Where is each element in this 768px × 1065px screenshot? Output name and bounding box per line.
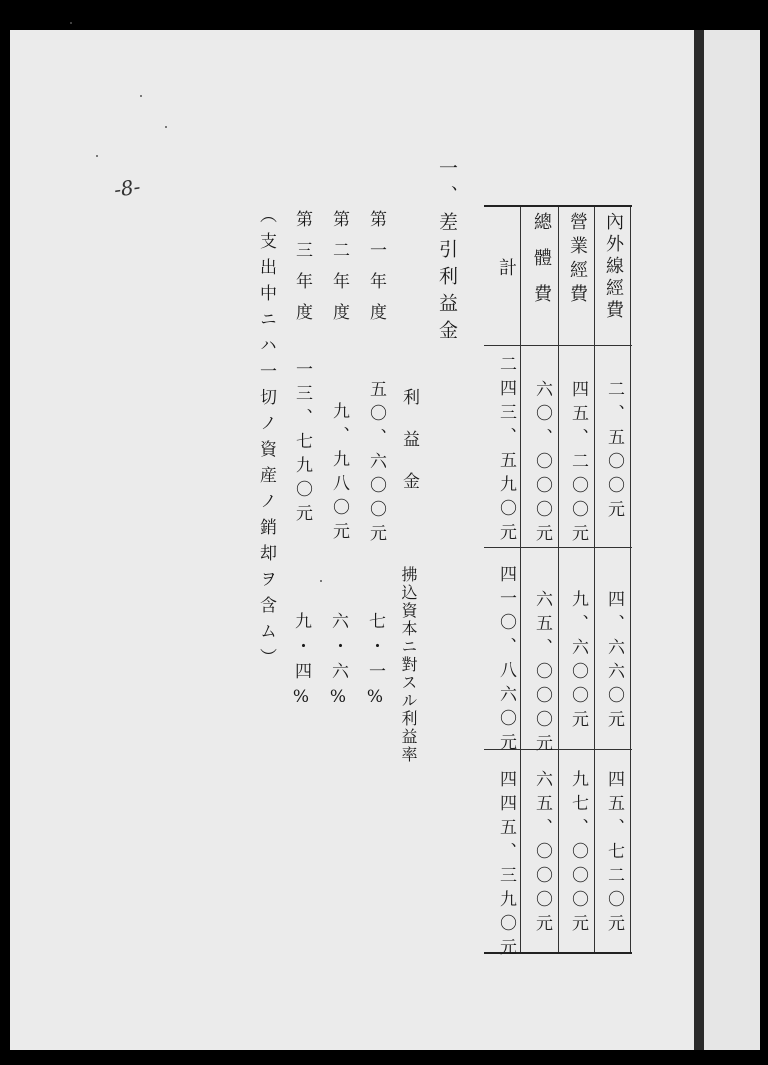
adjacent-page-edge bbox=[704, 30, 760, 1050]
year-label: 第二年度 bbox=[329, 210, 349, 334]
profit-rate: 七・一% bbox=[365, 612, 385, 715]
rate-column-header: 拂込資本ニ對スル利益率 bbox=[399, 566, 418, 764]
table-row-divider bbox=[484, 345, 632, 346]
table-cell: 六五、〇〇〇元 bbox=[532, 590, 552, 758]
profit-value: 五〇、六〇〇元 bbox=[366, 380, 386, 548]
table-header-operating: 營業經費 bbox=[567, 212, 588, 308]
table-column-divider bbox=[520, 207, 521, 952]
profit-value: 九、九八〇元 bbox=[329, 402, 349, 546]
scan-speck bbox=[165, 126, 167, 128]
page-number: -8- bbox=[112, 174, 142, 202]
footnote: （支出中ニハ一切ノ資産ノ銷却ヲ含ム） bbox=[256, 206, 276, 674]
profit-rate: 九・四% bbox=[291, 612, 311, 715]
profit-column-header: 利 益 金 bbox=[399, 388, 419, 493]
page-gutter bbox=[694, 30, 704, 1050]
year-label: 第一年度 bbox=[366, 210, 386, 334]
table-header-total: 計 bbox=[496, 258, 517, 276]
year-label: 第三年度 bbox=[292, 210, 312, 334]
table-cell: 四五、二〇〇元 bbox=[568, 380, 588, 548]
table-cell: 九、六〇〇元 bbox=[568, 590, 588, 734]
table-column-divider bbox=[594, 207, 595, 952]
table-cell: 二四三、五九〇元 bbox=[496, 355, 516, 547]
table-cell: 二、五〇〇元 bbox=[604, 380, 624, 524]
table-cell: 四四五、三九〇元 bbox=[496, 770, 516, 962]
profit-rate: 六・六% bbox=[328, 612, 348, 715]
table-header-internal-lines: 內外線經費 bbox=[603, 212, 624, 322]
scan-speck bbox=[96, 155, 98, 157]
profit-value: 一三、七九〇元 bbox=[292, 360, 312, 528]
table-row-divider bbox=[484, 547, 632, 548]
table-cell: 四一〇、八六〇元 bbox=[496, 565, 516, 757]
table-header-general: 總體費 bbox=[531, 212, 552, 320]
table-cell: 四、六六〇元 bbox=[604, 590, 624, 734]
table-cell: 六五、〇〇〇元 bbox=[532, 770, 552, 938]
section-title: 一、差引利益金 bbox=[436, 158, 458, 347]
scan-speck bbox=[70, 22, 72, 24]
table-column-divider bbox=[630, 207, 631, 952]
table-cell: 六〇、〇〇〇元 bbox=[532, 380, 552, 548]
scan-speck bbox=[140, 95, 142, 97]
table-cell: 四五、七二〇元 bbox=[604, 770, 624, 938]
table-cell: 九七、〇〇〇元 bbox=[568, 770, 588, 938]
scan-speck bbox=[320, 580, 322, 582]
table-column-divider bbox=[558, 207, 559, 952]
